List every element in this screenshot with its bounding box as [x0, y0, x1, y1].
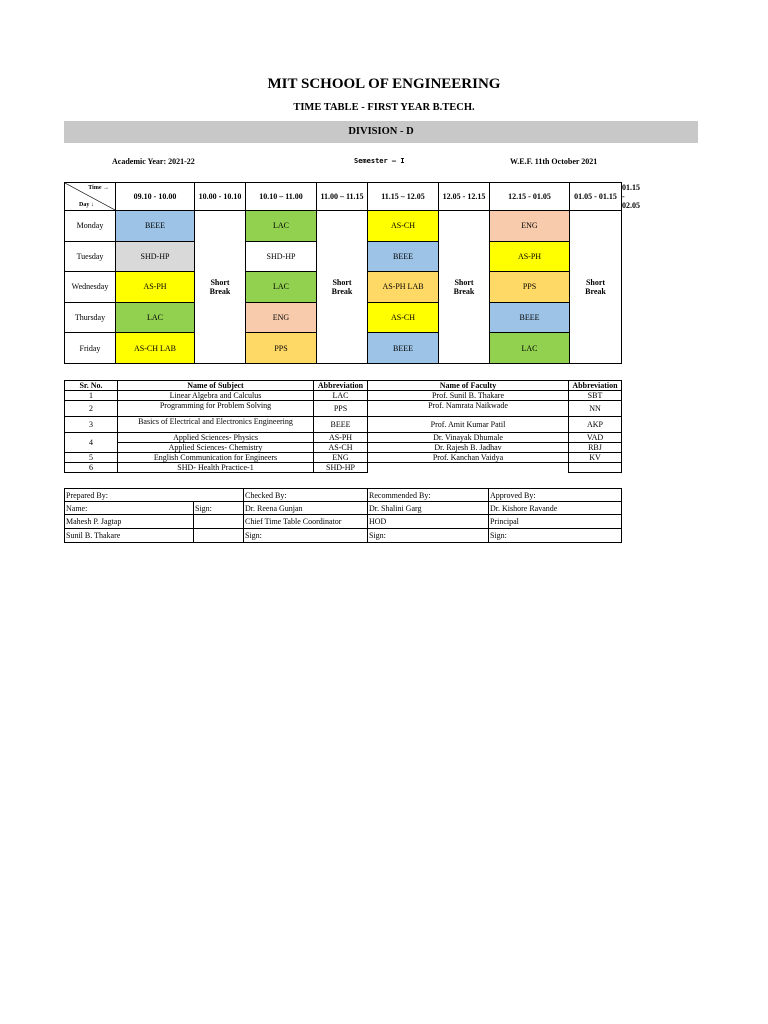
prepared-by-label: Prepared By: — [65, 489, 244, 502]
lecture-cell: SHD-HP — [246, 241, 317, 272]
lecture-cell: SHD-HP — [116, 241, 195, 272]
approver-sign: Sign: — [489, 529, 622, 543]
subject-name: Programming for Problem Solving — [118, 401, 314, 417]
day-label: Thursday — [65, 302, 116, 333]
short-break-cell: Short Break — [439, 211, 490, 364]
slot-header: 11.15 – 12.05 — [368, 183, 439, 211]
day-label: Monday — [65, 211, 116, 242]
slot-header: 11.00 – 11.15 — [317, 183, 368, 211]
column-header: Name of Faculty — [368, 381, 569, 391]
subject-abbr: AS-CH — [314, 443, 368, 453]
lecture-cell: ENG — [246, 302, 317, 333]
table-row — [65, 453, 622, 463]
sr-no: 3 — [65, 417, 118, 433]
subject-abbr: ENG — [314, 453, 368, 463]
slot-header: 10.10 – 11.00 — [246, 183, 317, 211]
sr-no: 2 — [65, 401, 118, 417]
sr-no: 1 — [65, 391, 118, 401]
corner-day-label: Day ↓ — [79, 202, 94, 208]
timetable-subtitle: TIME TABLE - FIRST YEAR B.TECH. — [293, 102, 475, 113]
faculty-name: Prof. Namrata Naikwade — [368, 401, 569, 417]
recommender-sign: Sign: — [368, 529, 489, 543]
sr-no: 5 — [65, 453, 118, 463]
sign-label: Sign: — [194, 502, 244, 515]
column-header: Name of Subject — [118, 381, 314, 391]
subject-name: Applied Sciences- Physics — [118, 433, 314, 443]
recommender-name: Dr. Shalini Garg — [368, 502, 489, 515]
lecture-cell: AS-CH LAB — [116, 333, 195, 364]
lecture-cell: PPS — [246, 333, 317, 364]
slot-header: 01.05 - 01.15 — [570, 183, 622, 211]
wef-date: W.E.F. 11th October 2021 — [510, 157, 598, 166]
lecture-cell: BEEE — [116, 211, 195, 242]
day-label: Wednesday — [65, 272, 116, 303]
preparer-name: Mahesh P. Jagtap — [65, 515, 194, 529]
subject-name: English Communication for Engineers — [118, 453, 314, 463]
institute-title: MIT SCHOOL OF ENGINEERING — [267, 76, 501, 92]
approver-role: Principal — [489, 515, 622, 529]
slot-header: 12.15 - 01.05 — [490, 183, 570, 211]
table-row — [65, 433, 622, 443]
subject-name: Linear Algebra and Calculus — [118, 391, 314, 401]
table-row — [65, 417, 622, 433]
faculty-abbr: NN — [569, 401, 622, 417]
sr-no: 4 — [65, 433, 118, 453]
table-row — [65, 401, 622, 417]
signature-row — [65, 502, 622, 515]
name-label: Name: — [65, 502, 194, 515]
semester: Semester – I — [354, 157, 405, 165]
lecture-cell: BEEE — [490, 302, 570, 333]
timetable-header-row: Time → Day ↓ 09.10 - 10.00 10.00 - 10.10 10.10 – 11.00 11.00 – 11.15 11.15 – 12.05 12.05 - 12.15 12.15 - 01.05 01.05 - 01.15 01.15 - 02.05 — [65, 183, 622, 211]
short-break-cell: Short Break — [195, 211, 246, 364]
short-break-cell: Short Break — [570, 211, 622, 364]
subject-abbr: PPS — [314, 401, 368, 417]
checker-name: Dr. Reena Gunjan — [244, 502, 368, 515]
corner-time-label: Time → — [88, 185, 109, 191]
lecture-cell: LAC — [116, 302, 195, 333]
column-header: Sr. No. — [65, 381, 118, 391]
faculty-abbr — [569, 463, 622, 473]
preparer-sign — [194, 529, 244, 543]
table-row — [65, 391, 622, 401]
division-bar: DIVISION - D — [64, 121, 698, 143]
short-break-cell: Short Break — [317, 211, 368, 364]
faculty-name: Prof. Kanchan Vaidya — [368, 453, 569, 463]
faculty-name: Dr. Rajesh B. Jadhav — [368, 443, 569, 453]
lecture-cell: ENG — [490, 211, 570, 242]
checker-role: Chief Time Table Coordinator — [244, 515, 368, 529]
subject-abbr: BEEE — [314, 417, 368, 433]
slot-header: 12.05 - 12.15 — [439, 183, 490, 211]
subject-name: Basics of Electrical and Electronics Engineering — [118, 417, 314, 433]
subject-name: Applied Sciences- Chemistry — [118, 443, 314, 453]
checker-sign: Sign: — [244, 529, 368, 543]
recommended-by-label: Recommended By: — [368, 489, 489, 502]
timetable-grid — [64, 182, 640, 364]
lecture-cell: LAC — [490, 333, 570, 364]
lecture-cell: LAC — [246, 272, 317, 303]
column-header: Abbreviation — [569, 381, 622, 391]
subject-abbr: SHD-HP — [314, 463, 368, 473]
subject-name: SHD- Health Practice-1 — [118, 463, 314, 473]
lecture-cell: LAC — [246, 211, 317, 242]
sr-no: 6 — [65, 463, 118, 473]
approver-name: Dr. Kishore Ravande — [489, 502, 622, 515]
column-header: Abbreviation — [314, 381, 368, 391]
table-row — [65, 443, 622, 453]
subjects-table — [64, 380, 622, 473]
lecture-cell: AS-PH LAB — [368, 272, 439, 303]
faculty-abbr: AKP — [569, 417, 622, 433]
slot-header: 09.10 - 10.00 — [116, 183, 195, 211]
day-label: Tuesday — [65, 241, 116, 272]
faculty-name: Dr. Vinayak Dhumale — [368, 433, 569, 443]
table-row — [65, 463, 622, 473]
lecture-cell: BEEE — [368, 333, 439, 364]
timetable-row-monday — [65, 211, 622, 242]
lecture-cell: AS-PH — [490, 241, 570, 272]
lecture-cell: AS-PH — [116, 272, 195, 303]
signature-row — [65, 489, 622, 502]
subject-abbr: AS-PH — [314, 433, 368, 443]
faculty-abbr: SBT — [569, 391, 622, 401]
recommender-role: HOD — [368, 515, 489, 529]
academic-year: Academic Year: 2021-22 — [112, 157, 195, 166]
day-label: Friday — [65, 333, 116, 364]
signature-row — [65, 515, 622, 529]
subject-abbr: LAC — [314, 391, 368, 401]
faculty-name: Prof. Sunil B. Thakare — [368, 391, 569, 401]
signature-block — [64, 488, 622, 543]
approved-by-label: Approved By: — [489, 489, 622, 502]
preparer-sign — [194, 515, 244, 529]
lecture-cell: PPS — [490, 272, 570, 303]
faculty-abbr: VAD — [569, 433, 622, 443]
time-day-corner — [65, 183, 116, 211]
faculty-name — [368, 463, 569, 473]
lecture-cell: AS-CH — [368, 302, 439, 333]
signature-row — [65, 529, 622, 543]
subjects-header-row — [65, 381, 622, 391]
preparer-name: Sunil B. Thakare — [65, 529, 194, 543]
lecture-cell: BEEE — [368, 241, 439, 272]
lecture-cell: AS-CH — [368, 211, 439, 242]
faculty-abbr: RBJ — [569, 443, 622, 453]
checked-by-label: Checked By: — [244, 489, 368, 502]
faculty-name: Prof. Amit Kumar Patil — [368, 417, 569, 433]
faculty-abbr: KV — [569, 453, 622, 463]
slot-header: 10.00 - 10.10 — [195, 183, 246, 211]
